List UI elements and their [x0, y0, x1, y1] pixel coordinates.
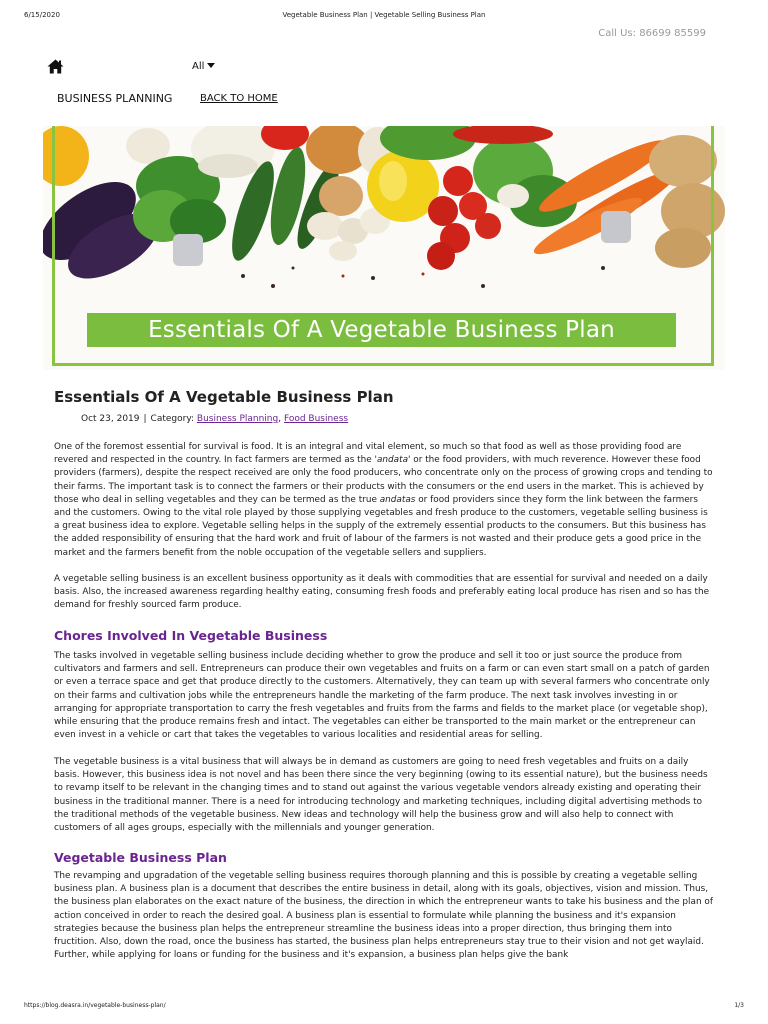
- category-comma: ,: [278, 414, 284, 424]
- paragraph-text: or food providers since they form the link between the farmers and the customers. Owing to the vital role played by those supplying vegetables and fresh produce to the customers, vegetable selling business is a great business idea to explore. Vegetable selling helps in the supply of the extremely essential products to the consumers. But this business has the added responsibility of ensuring that the hard work and fruit of labour of the farmers is not wasted and their produce gets a good price in the market and the farmers benefit from the noble occupation of the vegetable sellers and suppliers.: [54, 494, 708, 558]
- print-url: https://blog.deasra.in/vegetable-business-plan/: [24, 1002, 166, 1009]
- paragraph-opportunity: A vegetable selling business is an excellent business opportunity as it deals with commodities that are essential for survival and needed on a daily basis. Also, the increased awareness regarding healthy eating, consuming fresh foods and preferably eating local produce has risen and so has the demand for freshly sourced farm produce.: [54, 574, 710, 611]
- article-title: Essentials Of A Vegetable Business Plan: [54, 388, 394, 406]
- print-page-title: Vegetable Business Plan | Vegetable Selling Business Plan: [282, 11, 486, 19]
- article-date: Oct 23, 2019: [81, 414, 140, 424]
- hero-banner-title: Essentials Of A Vegetable Business Plan: [87, 313, 676, 347]
- print-date: 6/15/2020: [24, 11, 60, 19]
- nav-business-planning[interactable]: BUSINESS PLANNING: [57, 92, 173, 105]
- call-us-text: Call Us: 86699 85599: [598, 28, 706, 39]
- article-meta: [81, 414, 348, 424]
- heading-vegetable-business-plan: Vegetable Business Plan: [54, 850, 227, 865]
- paragraph-business-plan: The revamping and upgradation of the vegetable selling business requires thorough planning and this is possible by creating a vegetable selling business plan. A business plan is a document that describes the entire business in detail, along with its goals, objectives, vision and mission. Thus, the business plan elaborates on the exact nature of the business, the direction in which the entrepreneur wants to take his business and the plan of action conceived in order to reach the desired goal. A business plan is essential to formulate while planning the business and it's expansion strategies because the business plan helps the entrepreneur streamline the business ideas into a proper direction, thus bringing them into fructition. Also, down the road, once the business has started, the business plan helps entrepreneurs stay true to their vision and not get waylaid. Further, while applying for loans or funding for the business and it's expansion, a business plan helps give the bank: [54, 871, 713, 961]
- category-link-food-business[interactable]: Food Business: [283, 414, 349, 424]
- heading-chores: Chores Involved In Vegetable Business: [54, 628, 328, 643]
- home-icon[interactable]: [47, 59, 64, 74]
- nav-back-to-home[interactable]: BACK TO HOME: [200, 93, 278, 104]
- emphasis-andatas: andatas: [379, 494, 416, 505]
- paragraph-vital-business: The vegetable business is a vital business that will always be in demand as customers are going to need fresh vegetables and fruits on a daily basis. However, this business idea is not novel and has been there since the very beginning (owing to its essential nature), but the business needs to revamp itself to be relevant in the changing times and to stand out against the various vegetable vendors already existing and operating their business in the traditional manner. There is a need for introducing technology and marketing techniques, including digital advertising methods to the traditional methods of the vegetable business. New ideas and technology will help the business grow and will also help to connect with customers of all ages groups, especially with the millennials and younger generation.: [54, 757, 708, 834]
- paragraph-chores: The tasks involved in vegetable selling business include deciding whether to grow the produce and sell it too or just source the produce from cultivators and farmers and sell. Entrepreneurs can produce their own vegetables and fruits on a farm or can even start small on a patch of garden or even a terrace space and get that produce directly to the customers. Alternatively, they can team up with several farmers who concentrate only on their farms and cultivation jobs while the entrepreneurs handle the marketing of the farm produce. The next task involves investing in or arranging for appropriate transportation to carry the fresh vegetables and fruits from the farms and fields to the market place (or vegetable shop), while ensuring that the produce remains fresh and intact. The vegetables can either be transported to the main market or the entrepreneur can even invest in a vehicle or cart that takes the vegetables to various localities and residential areas for selling.: [54, 651, 710, 741]
- emphasis-andata: 'andata': [374, 455, 411, 466]
- category-link-business-planning[interactable]: Business Planning: [196, 414, 279, 424]
- paragraph-text: or the food providers, with much reverence. However these food providers (farmers), despite the respect received are only the food producers, who concentrate only on the process of growing crops and tending to their farms. The important task is to connect the farmers or their products with the consumers or the end users in the market. This is achieved by those who deal in selling vegetables and they can be termed as the true: [54, 455, 713, 505]
- caret-down-icon: [207, 63, 215, 68]
- print-page-number: 1/3: [734, 1002, 744, 1009]
- category-dropdown-label: All: [192, 61, 205, 72]
- category-label: Category:: [150, 414, 197, 424]
- paragraph-intro: [54, 441, 714, 560]
- meta-separator: |: [143, 414, 147, 424]
- category-dropdown[interactable]: [192, 61, 215, 72]
- paragraph-text: One of the foremost essential for survival is food. It is an integral and vital element, so much so that food as well as those providing food are revered and respected in the country. In fact farmers are termed as the: [54, 442, 682, 466]
